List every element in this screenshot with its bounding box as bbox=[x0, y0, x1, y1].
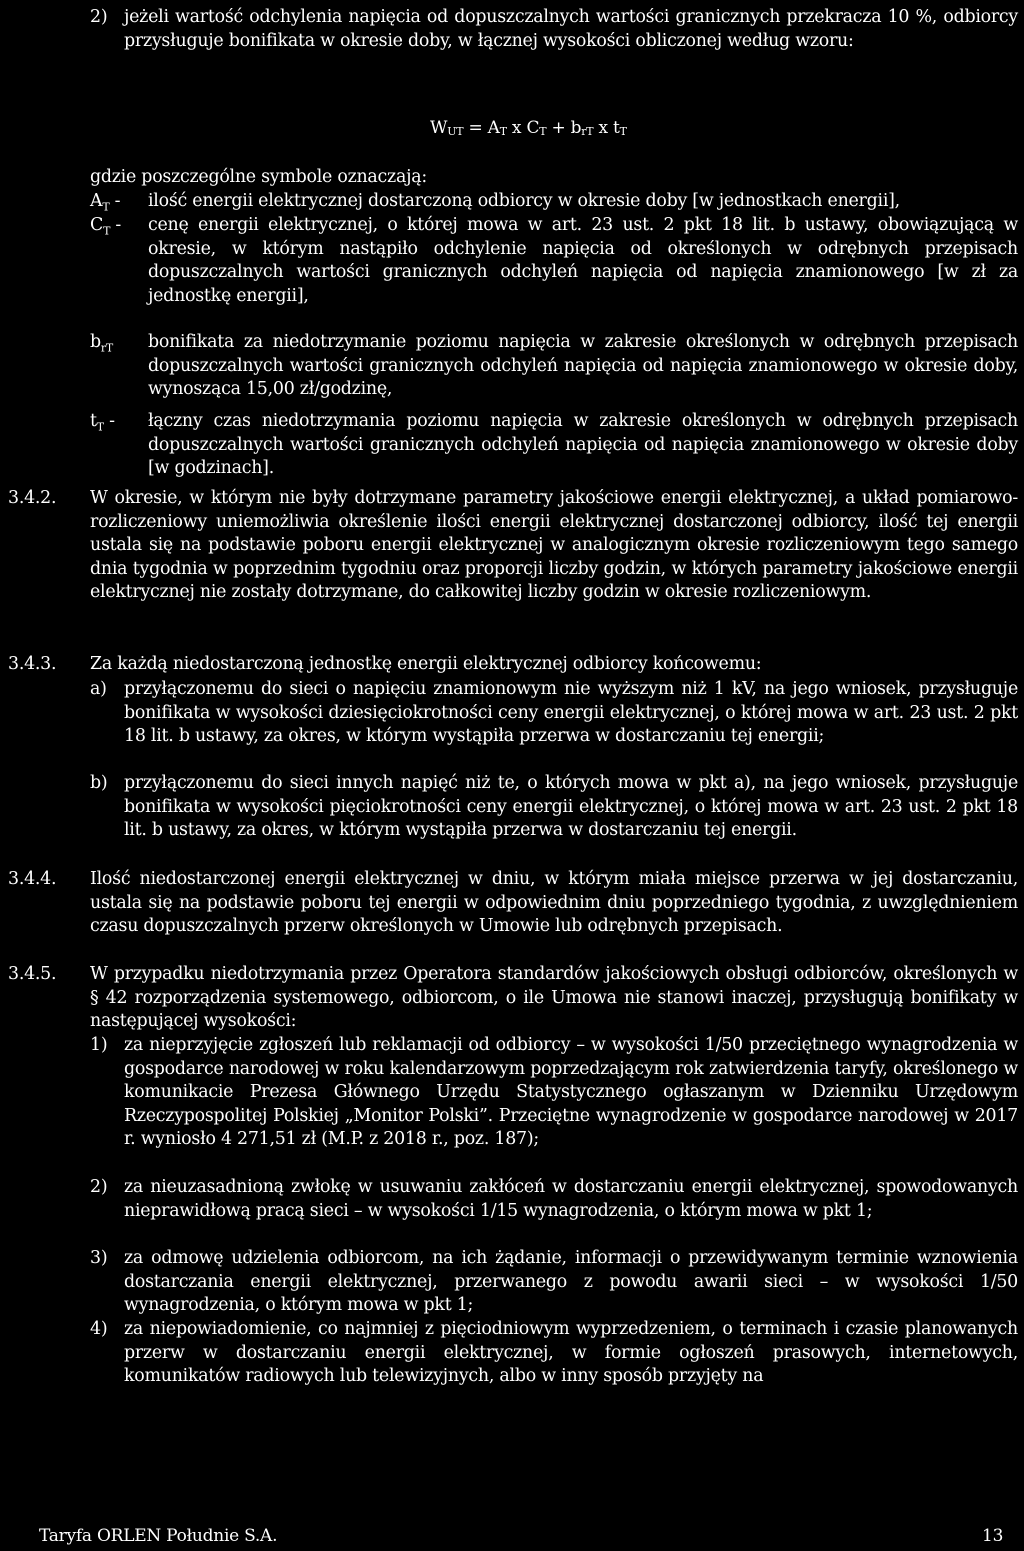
list-marker: 4) bbox=[90, 1319, 108, 1339]
formula-t: t bbox=[613, 118, 620, 138]
formula-b: b bbox=[570, 118, 582, 138]
list-marker: a) bbox=[90, 679, 107, 699]
list-marker: b) bbox=[90, 773, 108, 793]
formula-times-1: x bbox=[506, 118, 527, 138]
section-number: 3.4.5. bbox=[8, 964, 57, 984]
list-item: za nieprzyjęcie zgłoszeń lub reklamacji od odbiorcy – w wysokości 1/50 przeciętnego wynagrodzenia w gospodarce narodowej w roku kalendarzowym poprzedzającym rok zatwierdzenia taryfy, określonego w komunikacie Prezesa Głównego Urzędu Statystycznego ogłaszanym w Dzienniku Urzędowym Rzeczypospolitej Polskiej „Monitor Polski”. Przeciętne wynagrodzenie w gospodarce narodowej w 2017 r. wyniosło 4 271,51 zł (M.P. z 2018 r., poz. 187); bbox=[124, 1035, 1018, 1149]
bonus-formula bbox=[430, 117, 627, 144]
list-item: przyłączonemu do sieci o napięciu znamionowym nie wyższym niż 1 kV, na jego wniosek, przysługuje bonifikata w wysokości dziesięciokrotności ceny energii elektrycznej, o której mowa w art. 23 ust. 2 pkt 18 lit. b ustawy, za okres, w którym wystąpiła przerwa w dostarczaniu tej energii; bbox=[124, 679, 1018, 746]
section-paragraph: Ilość niedostarczonej energii elektrycznej w dniu, w którym miała miejsce przerwa w jej dostarczaniu, ustala się na podstawie poboru tej energii w odpowiednim dniu poprzedniego tygodnia, z uwzględnieniem czasu dopuszczalnych przerw określonych w Umowie lub odrębnych przepisach. bbox=[90, 869, 1018, 936]
intro-paragraph: jeżeli wartość odchylenia napięcia od dopuszczalnych wartości granicznych przekracza 10 %, odbiorcy przysługuje bonifikata w okresie doby, w łącznej wysokości obliczonej według wzoru: bbox=[124, 7, 1018, 51]
intro-marker: 2) bbox=[90, 7, 108, 27]
list-marker: 2) bbox=[90, 1177, 108, 1197]
symbol-label: $b_{rT}$ bbox=[90, 332, 113, 355]
list-item: przyłączonemu do sieci innych napięć niż te, o których mowa w pkt a), na jego wniosek, przysługuje bonifikata w wysokości pięciokrotności ceny energii elektrycznej, o której mowa w art. 23 ust. 2 pkt 18 lit. b ustawy, za okres, w którym wystąpiła przerwa w dostarczaniu tej energii. bbox=[124, 773, 1018, 840]
symbol-text: bonifikata za niedotrzymanie poziomu napięcia w zakresie określonych w odrębnych przepisach dopuszczalnych wartości granicznych odchyleń napięcia od napięcia znamionowego w okresie doby, wynosząca 15,00 zł/godzinę, bbox=[148, 332, 1018, 399]
formula-times-2: x bbox=[593, 118, 614, 138]
symbols-intro: gdzie poszczególne symbole oznaczają: bbox=[90, 167, 427, 187]
section-number: 3.4.2. bbox=[8, 488, 57, 508]
section-number: 3.4.4. bbox=[8, 869, 57, 889]
symbol-label: $C_T$ - bbox=[90, 215, 122, 238]
formula-w-sub: UT bbox=[447, 125, 464, 138]
symbol-text: ilość energii elektrycznej dostarczoną odbiorcy w okresie doby [w jednostkach energii], bbox=[148, 191, 900, 211]
formula-c: C bbox=[526, 118, 540, 138]
symbol-label: $A_T$ - bbox=[90, 191, 121, 214]
section-paragraph: Za każdą niedostarczoną jednostkę energii elektrycznej odbiorcy końcowemu: bbox=[90, 654, 762, 674]
formula-eq: = bbox=[463, 118, 488, 138]
formula-w: W bbox=[430, 118, 448, 138]
list-marker: 1) bbox=[90, 1035, 108, 1055]
footer-company: Taryfa ORLEN Południe S.A. bbox=[39, 1526, 278, 1546]
symbol-text: łączny czas niedotrzymania poziomu napięcia w zakresie określonych w odrębnych przepisach dopuszczalnych wartości granicznych odchyleń napięcia od napięcia znamionowego w okresie doby [w godzinach]. bbox=[148, 411, 1018, 478]
symbol-label: $t_T$ - bbox=[90, 411, 115, 434]
formula-c-sub: T bbox=[539, 125, 547, 138]
section-number: 3.4.3. bbox=[8, 654, 57, 674]
formula-b-sub: rT bbox=[581, 125, 594, 138]
formula-plus: + bbox=[546, 118, 571, 138]
formula-a-sub: T bbox=[499, 125, 507, 138]
list-marker: 3) bbox=[90, 1248, 108, 1268]
list-item: za odmowę udzielenia odbiorcom, na ich żądanie, informacji o przewidywanym terminie wznowienia dostarczania energii elektrycznej, przerwanego z powodu awarii sieci – w wysokości 1/50 wynagrodzenia, o którym mowa w pkt 1; bbox=[124, 1248, 1018, 1315]
formula-a: A bbox=[487, 118, 500, 138]
section-paragraph: W okresie, w którym nie były dotrzymane parametry jakościowe energii elektrycznej, a układ pomiarowo-rozliczeniowy uniemożliwia określenie ilości energii elektrycznej dostarczonej odbiorcy, ilość tej energii ustala się na podstawie poboru energii elektrycznej w analogicznym okresie rozliczeniowym tego samego dnia tygodnia w poprzednim tygodniu oraz proporcji liczby godzin, w których parametry jakościowe energii elektrycznej nie zostały dotrzymane, do całkowitej liczby godzin w okresie rozliczeniowym. bbox=[90, 488, 1018, 602]
page-number: 13 bbox=[982, 1526, 1004, 1546]
list-item: za nieuzasadnioną zwłokę w usuwaniu zakłóceń w dostarczaniu energii elektrycznej, spowodowanych nieprawidłową pracą sieci – w wysokości 1/15 wynagrodzenia, o którym mowa w pkt 1; bbox=[124, 1177, 1018, 1221]
formula-t-sub: T bbox=[619, 125, 627, 138]
symbol-text: cenę energii elektrycznej, o której mowa w art. 23 ust. 2 pkt 18 lit. b ustawy, obowiązującą w okresie, w którym nastąpiło odchylenie napięcia od określonych w odrębnych przepisach dopuszczalnych wartości granicznych odchyleń napięcia od napięcia znamionowego [w zł za jednostkę energii], bbox=[148, 215, 1018, 306]
section-paragraph: W przypadku niedotrzymania przez Operatora standardów jakościowych obsługi odbiorców, określonych w § 42 rozporządzenia systemowego, odbiorcom, o ile Umowa nie stanowi inaczej, przysługują bonifikaty w następującej wysokości: bbox=[90, 964, 1018, 1031]
list-item: za niepowiadomienie, co najmniej z pięciodniowym wyprzedzeniem, o terminach i czasie planowanych przerw w dostarczaniu energii elektrycznej, w formie ogłoszeń prasowych, internetowych, komunikatów radiowych lub telewizyjnych, albo w inny sposób przyjęty na bbox=[124, 1319, 1018, 1386]
